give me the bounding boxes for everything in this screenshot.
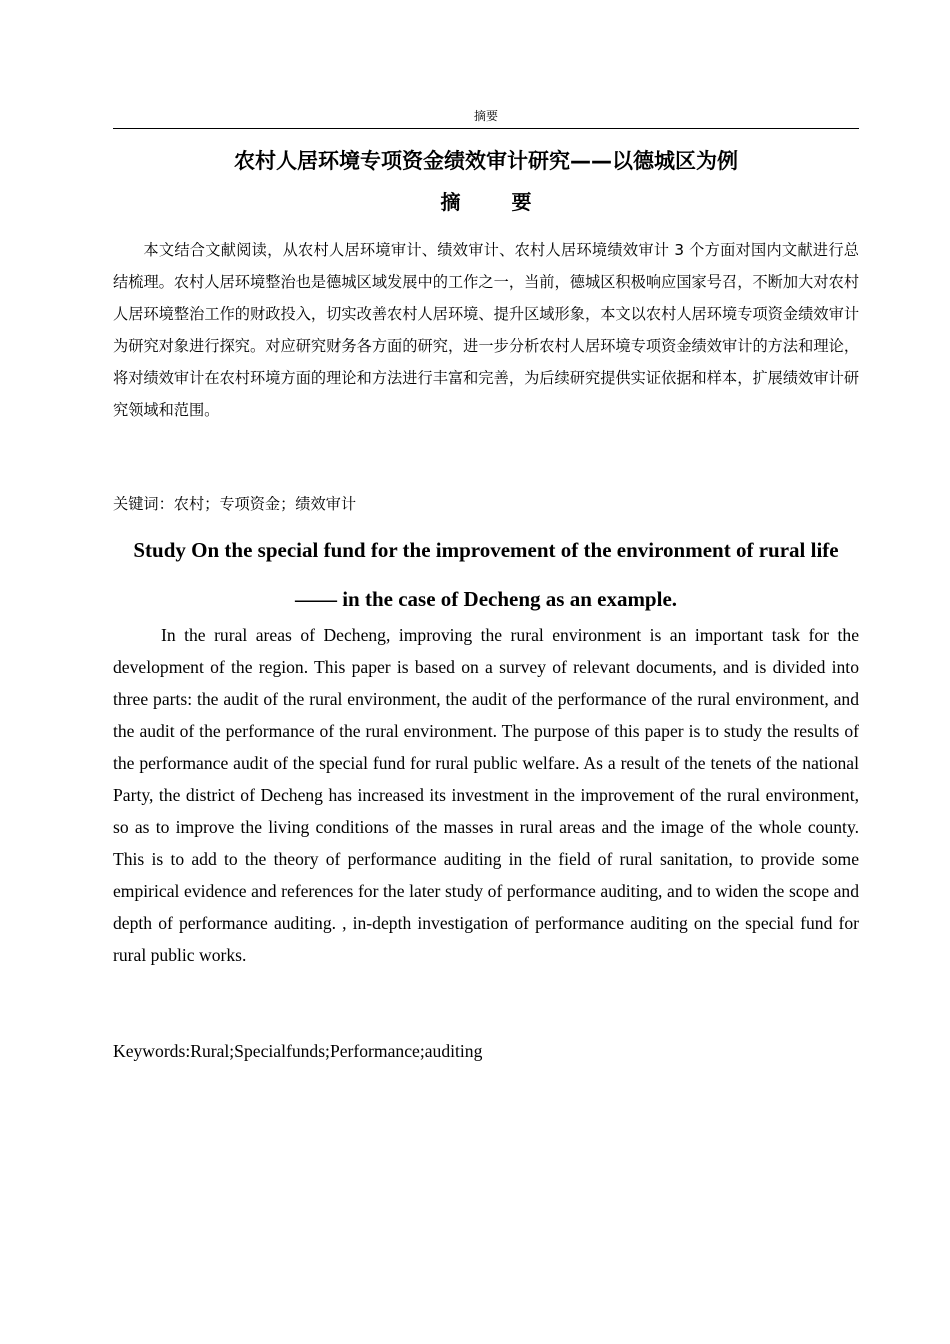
chinese-title: 农村人居环境专项资金绩效审计研究——以德城区为例 [234, 149, 738, 173]
running-header: 摘要 [473, 109, 498, 123]
english-keywords: Keywords:Rural;Specialfunds;Performance;auditing [113, 1041, 483, 1061]
english-abstract-body: In the rural areas of Decheng, improving the rural environment is an important task for the development of the region. This paper is based on a survey of relevant documents, and is divided into three parts: the audit of the rural environment, the audit of the performance of the rural environment, and the audit of the performance of the rural environment. The purpose of this paper is to study the results of the performance audit of the special fund for rural public welfare. As a result of the tenets of the national Party, the district of Decheng has increased its investment in the improvement of the rural environment, so as to improve the living conditions of the masses in rural areas and the image of the whole county. This is to add to the theory of performance auditing in the field of rural sanitation, to provide some empirical evidence and references for the later study of performance auditing, and to widen the scope and depth of performance auditing. , in-depth investigation of performance auditing on the special fund for rural public works. [113, 625, 859, 965]
english-title: Study On the special fund for the improvement of the environment of rural life—— in the case of Decheng as an example. [133, 538, 839, 611]
chinese-keywords: 关键词：农村；专项资金；绩效审计 [113, 495, 356, 513]
chinese-abstract-body: 本文结合文献阅读，从农村人居环境审计、绩效审计、农村人居环境绩效审计 3 个方面对国内文献进行总结梳理。农村人居环境整治也是德城区域发展中的工作之一，当前，德城区积极响应国家号召，不断加大对农村人居环境整治工作的财政投入，切实改善农村人居环境、提升区域形象，本文以农村人居环境专项资金绩效审计为研究对象进行探究。对应研究财务各方面的研究，进一步分析农村人居环境专项资金绩效审计的方法和理论，将对绩效审计在农村环境方面的理论和方法进行丰富和完善，为后续研究提供实证依据和样本，扩展绩效审计研究领域和范围。 [113, 241, 859, 419]
header-rule [113, 128, 859, 129]
chinese-abstract-heading: 摘 要 [440, 190, 554, 214]
